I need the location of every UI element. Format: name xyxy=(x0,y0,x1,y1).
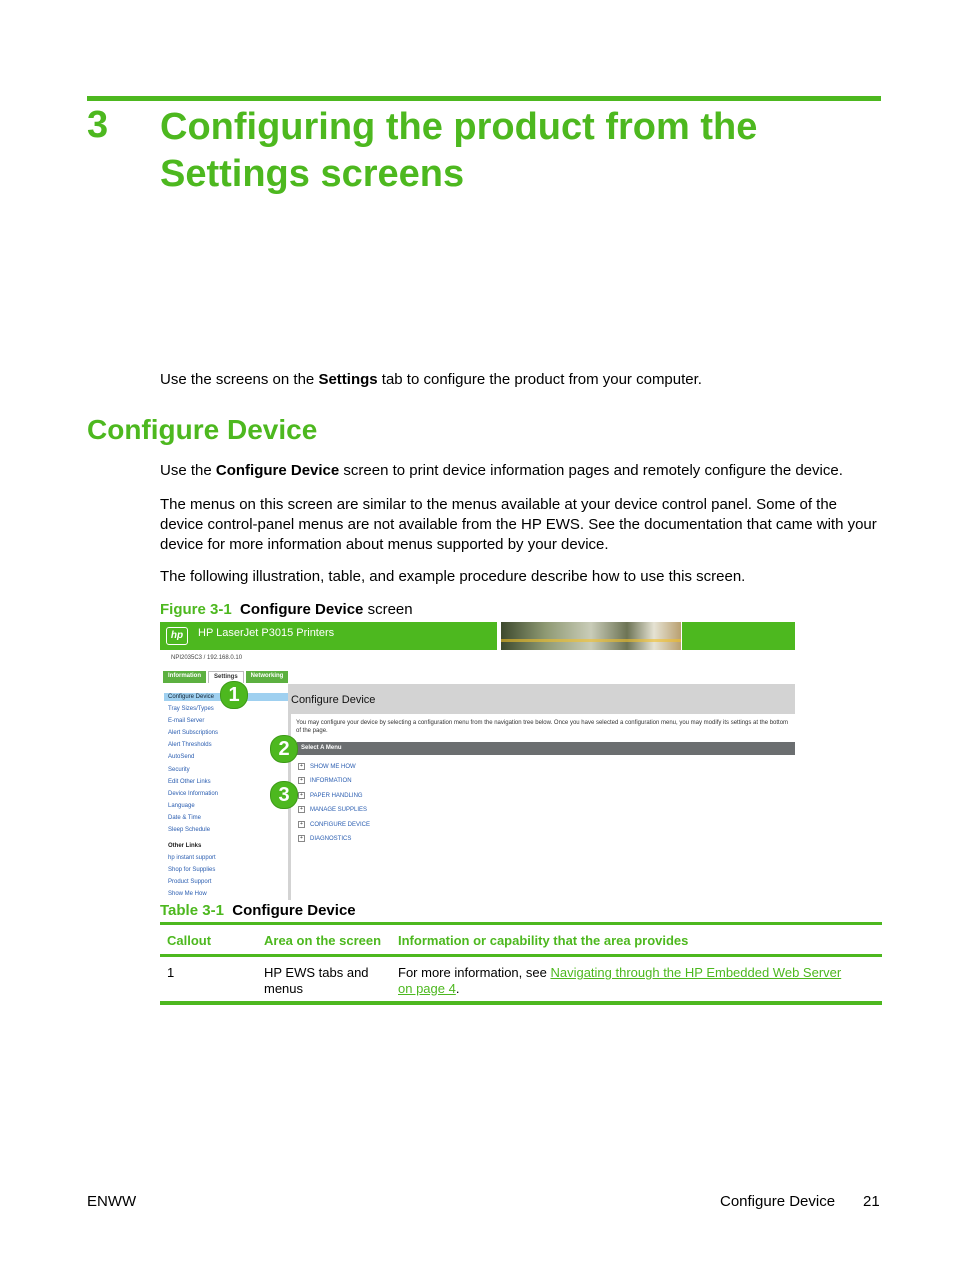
page-4-link[interactable]: on page 4 xyxy=(398,981,456,996)
cell-info-post: . xyxy=(455,981,460,996)
intro-text-post: tab to configure the product from your computer. xyxy=(377,371,702,388)
th-info: Information or capability that the area provides xyxy=(398,933,689,948)
th-callout: Callout xyxy=(167,933,212,948)
cell-area-line2: menus xyxy=(264,981,304,996)
product-name: HP LaserJet P3015 Printers xyxy=(198,627,335,639)
figure-caption xyxy=(160,601,413,618)
section-paragraph-3: The following illustration, table, and example procedure describe how to use this screen. xyxy=(160,568,746,585)
nav-shop-for-supplies[interactable]: Shop for Supplies xyxy=(168,867,216,873)
table-header-rule xyxy=(160,954,882,957)
ews-navigation-link[interactable]: Navigating through the HP Embedded Web Server xyxy=(550,965,842,980)
expand-icon: + xyxy=(298,763,305,770)
menu-show-me-how[interactable] xyxy=(298,763,356,770)
figure-title-bold: Configure Device xyxy=(240,601,364,618)
menu-label: PAPER HANDLING xyxy=(310,793,363,800)
menu-manage-supplies[interactable] xyxy=(298,806,367,813)
other-links-heading: Other Links xyxy=(168,843,202,849)
section-title: Configure Device xyxy=(87,414,318,445)
intro-text-pre: Use the screens on the xyxy=(160,371,319,388)
chapter-title-line1: Configuring the product from the xyxy=(160,106,758,148)
nav-configure-device[interactable]: Configure Device xyxy=(164,693,292,701)
menu-label: CONFIGURE DEVICE xyxy=(310,822,371,829)
chapter-rule xyxy=(87,96,881,101)
expand-icon: + xyxy=(298,835,305,842)
menu-paper-handling[interactable] xyxy=(298,792,363,799)
nav-alert-subscriptions[interactable]: Alert Subscriptions xyxy=(168,730,219,736)
p1-pre: Use the xyxy=(160,462,216,479)
figure-label: Figure 3-1 xyxy=(160,601,232,618)
callout-1: 1 xyxy=(220,681,248,709)
footer-section: Configure Device xyxy=(720,1193,836,1210)
cell-callout: 1 xyxy=(167,965,175,980)
p1-bold: Configure Device xyxy=(215,462,340,479)
menu-label: SHOW ME HOW xyxy=(310,764,356,771)
select-menu-label: Select A Menu xyxy=(301,745,342,751)
callout-3: 3 xyxy=(270,781,298,809)
section-paragraph-2: The menus on this screen are similar to the menus available at your device control panel. Some of the device control-panel menus are not available from the HP EWS. See the documentation that came with your device for more information about menus supported by your device. xyxy=(160,496,877,553)
hp-logo-icon: hp xyxy=(166,627,188,645)
intro-paragraph xyxy=(160,370,882,390)
ews-tabs xyxy=(163,671,288,683)
cell-info xyxy=(398,965,868,997)
cell-area-line1: HP EWS tabs and xyxy=(264,965,369,980)
table-label: Table 3-1 xyxy=(160,902,224,919)
table-title: Configure Device xyxy=(232,902,356,919)
cell-info-pre: For more information, see xyxy=(398,965,551,980)
section-paragraph-1 xyxy=(160,461,882,481)
callout-2: 2 xyxy=(270,735,298,763)
nav-date-time[interactable]: Date & Time xyxy=(168,815,202,821)
expand-icon: + xyxy=(298,806,305,813)
expand-icon: + xyxy=(298,821,305,828)
table-bottom-rule xyxy=(160,1001,882,1005)
menu-label: INFORMATION xyxy=(310,778,352,785)
nav-product-support[interactable]: Product Support xyxy=(168,879,212,885)
tab-settings[interactable]: Settings xyxy=(208,671,244,683)
menu-configure-device[interactable] xyxy=(298,821,370,828)
device-address: NPI2035C3 / 192.168.0.10 xyxy=(171,655,243,661)
nav-alert-thresholds[interactable]: Alert Thresholds xyxy=(168,742,212,748)
menu-label: MANAGE SUPPLIES xyxy=(310,807,368,814)
menu-label: DIAGNOSTICS xyxy=(310,836,352,843)
chapter-title-line2: Settings screens xyxy=(160,153,465,195)
configure-device-screenshot xyxy=(160,622,795,900)
header-photo xyxy=(501,622,681,650)
cell-area xyxy=(264,965,369,997)
select-menu-bar xyxy=(297,742,795,755)
nav-device-information[interactable]: Device Information xyxy=(168,791,219,797)
nav-edit-other-links[interactable]: Edit Other Links xyxy=(168,779,211,785)
table-top-rule xyxy=(160,922,882,925)
intro-text-bold: Settings xyxy=(318,371,378,388)
expand-icon: + xyxy=(298,777,305,784)
panel-title-bar xyxy=(288,684,795,714)
panel-description: You may configure your device by selecting a configuration menu from the navigation tree below. Once you have selected a configuration menu, you may modify its settings at the bottom of the page. xyxy=(296,720,789,734)
p1-post: screen to print device information pages and remotely configure the device. xyxy=(339,462,843,479)
menu-diagnostics[interactable] xyxy=(298,835,351,842)
chapter-title xyxy=(160,104,880,198)
menu-information[interactable] xyxy=(298,777,352,784)
nav-hp-instant-support[interactable]: hp instant support xyxy=(168,855,216,861)
ews-header-bar xyxy=(160,622,497,650)
figure-title-rest: screen xyxy=(363,601,413,618)
chapter-number: 3 xyxy=(87,104,109,146)
footer-page-number: 21 xyxy=(863,1193,880,1210)
panel-title: Configure Device xyxy=(291,694,376,706)
tab-networking[interactable]: Networking xyxy=(246,671,289,683)
nav-email-server[interactable]: E-mail Server xyxy=(168,718,205,724)
nav-tray-sizes[interactable]: Tray Sizes/Types xyxy=(168,706,214,712)
table-caption xyxy=(160,902,356,919)
nav-security[interactable]: Security xyxy=(168,767,190,773)
footer-left: ENWW xyxy=(87,1193,137,1210)
nav-autosend[interactable]: AutoSend xyxy=(168,754,195,760)
nav-sleep-schedule[interactable]: Sleep Schedule xyxy=(168,827,211,833)
nav-show-me-how[interactable]: Show Me How xyxy=(168,891,207,897)
tab-information[interactable]: Information xyxy=(163,671,206,683)
th-area: Area on the screen xyxy=(264,933,382,948)
nav-language[interactable]: Language xyxy=(168,803,195,809)
expand-icon: + xyxy=(298,792,305,799)
ews-header-bar-right xyxy=(682,622,795,650)
